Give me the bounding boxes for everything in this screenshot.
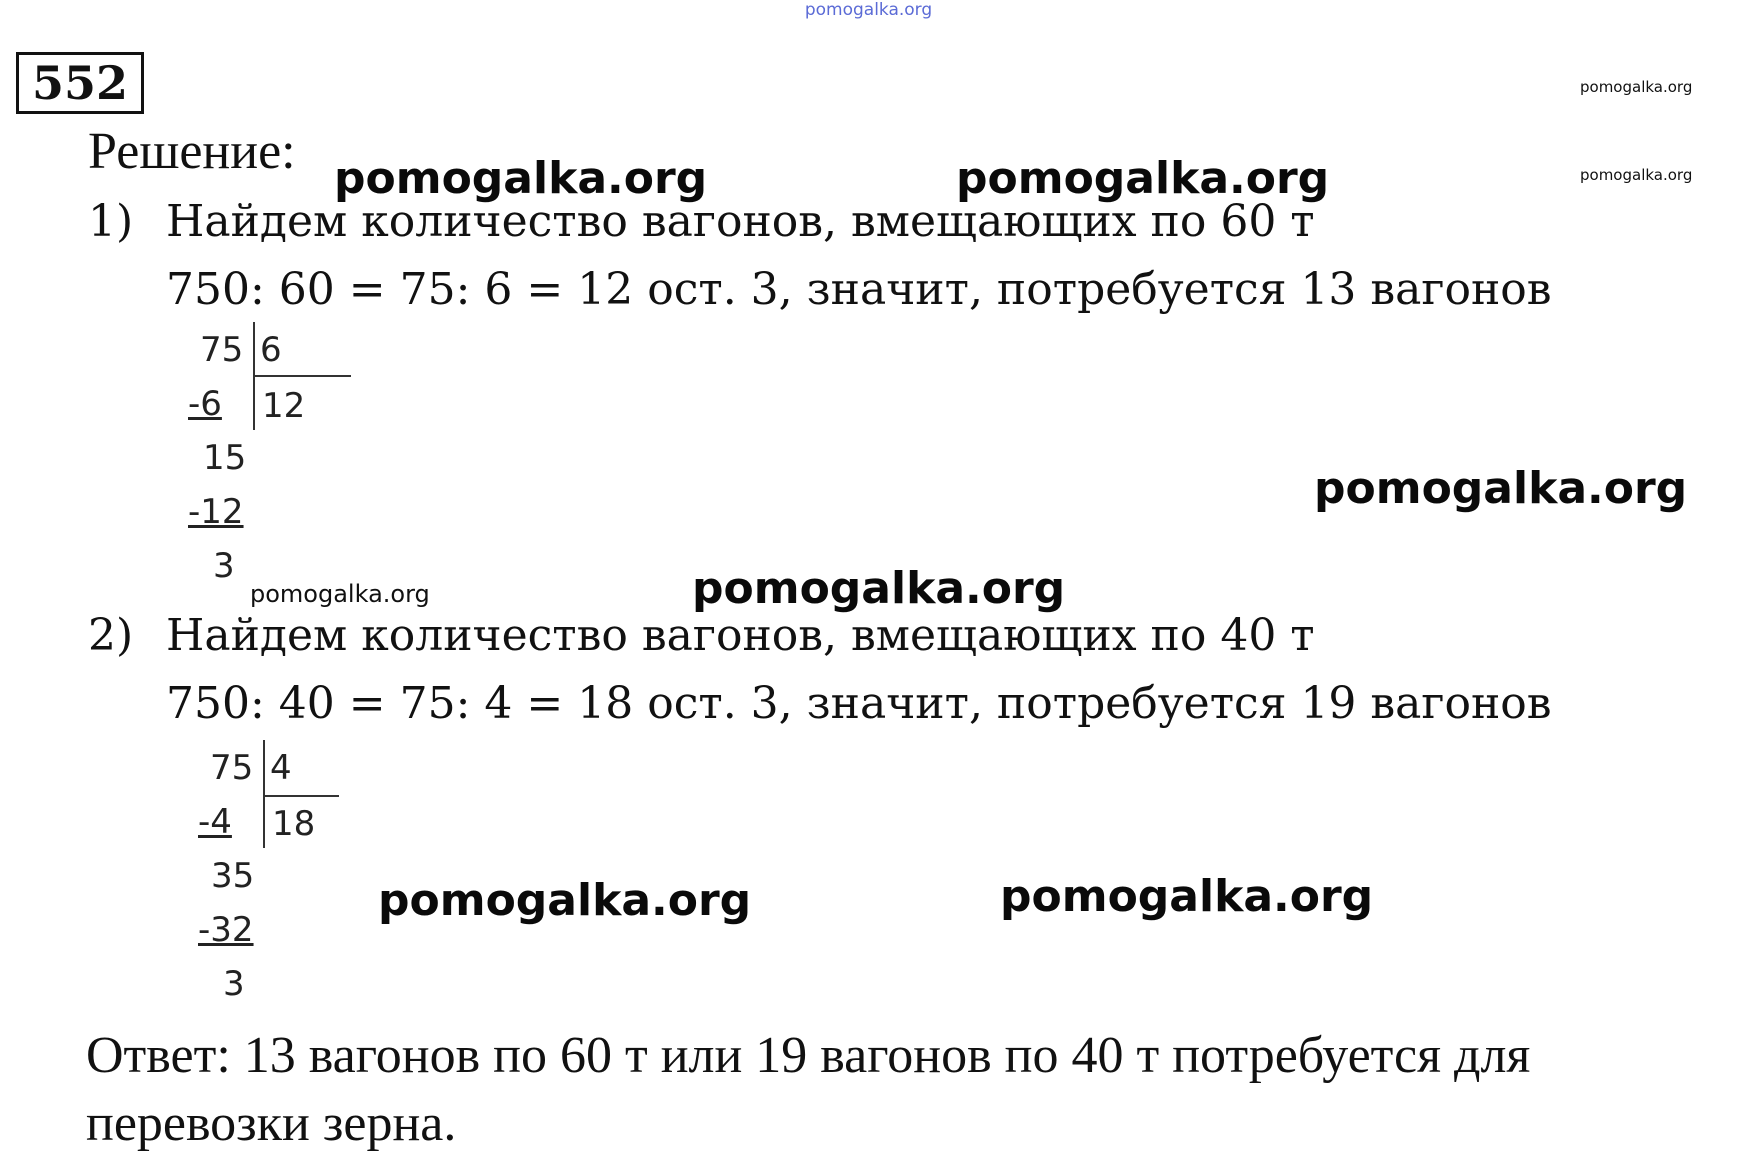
answer-line-2: перевозки зерна. bbox=[86, 1095, 457, 1152]
watermark-big-5: pomogalka.org bbox=[378, 875, 752, 926]
division1-dividend: 75 bbox=[200, 330, 244, 370]
watermark-small-1: pomogalka.org bbox=[1580, 78, 1693, 96]
watermark-big-6: pomogalka.org bbox=[1000, 871, 1374, 922]
task-number-box: 552 bbox=[16, 52, 144, 114]
watermark-big-4: pomogalka.org bbox=[692, 563, 1066, 614]
division2-quotient: 18 bbox=[272, 804, 316, 844]
watermark-top: pomogalka.org bbox=[804, 0, 933, 20]
division1-mid: 15 bbox=[203, 438, 247, 478]
division2-dividend: 75 bbox=[210, 748, 254, 788]
step1-text: Найдем количество вагонов, вмещающих по 60 т bbox=[166, 196, 1315, 247]
step1-equation: 750: 60 = 75: 6 = 12 ост. 3, значит, потребуется 13 вагонов bbox=[166, 264, 1552, 315]
watermark-big-2: pomogalka.org bbox=[956, 153, 1330, 204]
division1-remainder: 3 bbox=[213, 546, 235, 586]
division1-horizontal-line bbox=[253, 375, 351, 377]
division2-horizontal-line bbox=[263, 795, 339, 797]
answer-line-1: Ответ: 13 вагонов по 60 т или 19 вагонов по 40 т потребуется для bbox=[86, 1027, 1531, 1084]
division2-mid: 35 bbox=[211, 856, 255, 896]
division1-divisor: 6 bbox=[260, 330, 282, 370]
division2-divisor: 4 bbox=[270, 748, 292, 788]
step1-marker: 1) bbox=[88, 196, 134, 247]
division1-sub2: -12 bbox=[188, 492, 244, 532]
watermark-big-3: pomogalka.org bbox=[1314, 463, 1688, 514]
division2-vertical-line bbox=[263, 740, 265, 848]
watermark-small-2: pomogalka.org bbox=[1580, 166, 1693, 184]
division1-quotient: 12 bbox=[262, 386, 306, 426]
division2-sub1: -4 bbox=[198, 802, 232, 842]
division2-sub2: -32 bbox=[198, 910, 254, 950]
step2-marker: 2) bbox=[88, 610, 134, 661]
watermark-mid-1: pomogalka.org bbox=[250, 580, 430, 608]
solution-label: Решение: bbox=[88, 123, 296, 180]
step2-equation: 750: 40 = 75: 4 = 18 ост. 3, значит, потребуется 19 вагонов bbox=[166, 678, 1552, 729]
division2-remainder: 3 bbox=[223, 964, 245, 1004]
division1-sub1: -6 bbox=[188, 384, 222, 424]
watermark-big-1: pomogalka.org bbox=[334, 153, 708, 204]
step2-text: Найдем количество вагонов, вмещающих по 40 т bbox=[166, 610, 1315, 661]
